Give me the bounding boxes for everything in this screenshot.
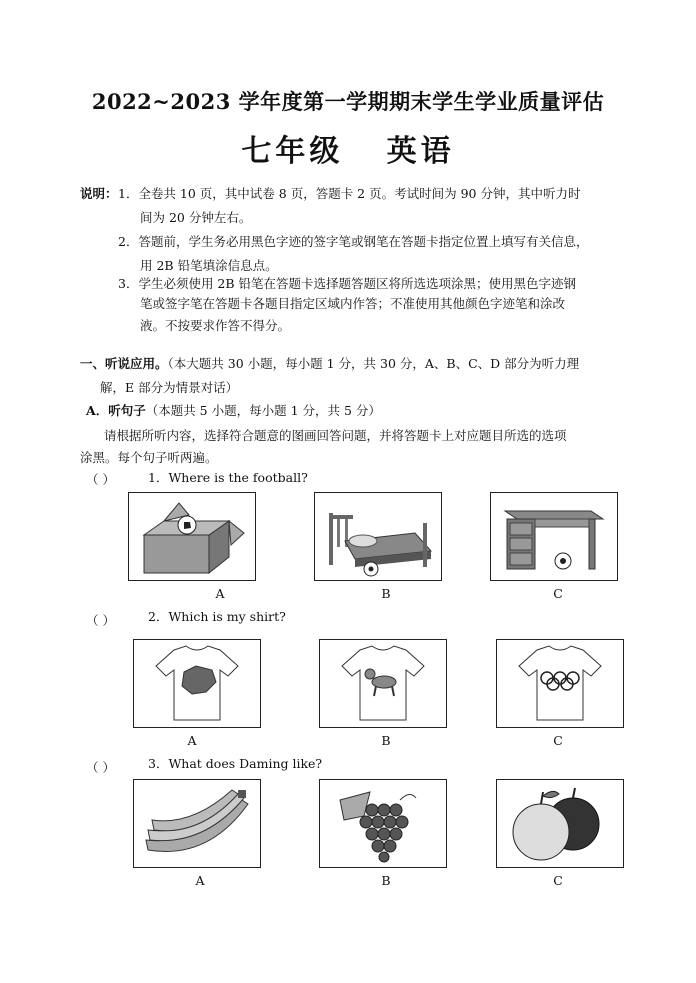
- q2-option-a-label: A: [187, 733, 197, 748]
- q3-option-a-label: A: [195, 873, 205, 888]
- question-3: 3．What does Daming like?: [148, 756, 323, 771]
- q3-option-a-image[interactable]: [133, 779, 261, 868]
- q1-option-b-label: B: [381, 586, 391, 601]
- note-1-cont: 间为 20 分钟左右。: [140, 210, 252, 225]
- partA-instruction: 请根据所听内容，选择符合题意的图画回答问题，并将答题卡上对应题目所选的选项: [104, 428, 567, 443]
- q2-option-c-label: C: [553, 733, 563, 748]
- apples-icon: [497, 780, 623, 867]
- exam-title: 2022~2023 学年度第一学期期末学生学业质量评估: [91, 89, 605, 114]
- q3-option-c-image[interactable]: [496, 779, 624, 868]
- answer-blank-1[interactable]: （ ）: [86, 472, 115, 487]
- tshirt-map-icon: [134, 640, 260, 727]
- tshirt-donkey-icon: [320, 640, 446, 727]
- q2-option-b-image[interactable]: [319, 639, 447, 728]
- question-2: 2．Which is my shirt?: [148, 609, 286, 624]
- q3-option-b-image[interactable]: [319, 779, 447, 868]
- section1-line: [80, 352, 579, 376]
- note-2-cont: 用 2B 铅笔填涂信息点。: [140, 258, 278, 273]
- note-3-cont2: 液。不按要求作答不得分。: [140, 318, 291, 333]
- q2-option-c-image[interactable]: [496, 639, 624, 728]
- note-3-cont: 笔或签字笔在答题卡各题目指定区域内作答；不准使用其他颜色字迹笔和涂改: [140, 296, 566, 311]
- grapes-icon: [320, 780, 446, 867]
- q3-option-b-label: B: [381, 873, 391, 888]
- note-1: 1．全卷共 10 页，其中试卷 8 页，答题卡 2 页。考试时间为 90 分钟，其中听力时: [118, 186, 581, 201]
- answer-blank-2[interactable]: （ ）: [86, 613, 115, 628]
- note-3: 3．学生必须使用 2B 铅笔在答题卡选择题答题区将所选选项涂黑；使用黑色字迹钢: [118, 276, 577, 291]
- q2-option-b-label: B: [381, 733, 391, 748]
- box-with-football-icon: [129, 493, 255, 580]
- tshirt-olympic-rings-icon: [497, 640, 623, 727]
- section1-desc: （本大题共 30 小题，每小题 1 分，共 30 分，A、B、C、D 部分为听力理: [167, 356, 580, 371]
- q2-option-a-image[interactable]: [133, 639, 261, 728]
- partA-instruction-cont: 涂黑。每个句子听两遍。: [80, 450, 218, 465]
- notes-label: 说明：: [80, 186, 118, 201]
- q1-option-b-image[interactable]: [314, 492, 442, 581]
- section1-desc-cont: 解，E 部分为情景对话）: [100, 380, 239, 395]
- bed-with-football-icon: [315, 493, 441, 580]
- q3-option-c-label: C: [553, 873, 563, 888]
- desk-with-football-icon: [491, 493, 617, 580]
- q1-option-a-image[interactable]: [128, 492, 256, 581]
- partA-heading: A．听句子: [86, 403, 146, 418]
- partA-line: [86, 399, 381, 423]
- section1-heading: 一、听说应用。: [80, 356, 168, 371]
- answer-blank-3[interactable]: （ ）: [86, 760, 115, 775]
- exam-subject: 七年级 英语: [241, 134, 455, 169]
- bananas-icon: [134, 780, 260, 867]
- q1-option-c-label: C: [553, 586, 563, 601]
- q1-option-c-image[interactable]: [490, 492, 618, 581]
- partA-desc: （本题共 5 小题，每小题 1 分，共 5 分）: [145, 403, 381, 418]
- note-2: 2．答题前，学生务必用黑色字迹的签字笔或钢笔在答题卡指定位置上填写有关信息，: [118, 234, 589, 249]
- q1-option-a-label: A: [215, 586, 225, 601]
- question-1: 1．Where is the football?: [148, 470, 308, 485]
